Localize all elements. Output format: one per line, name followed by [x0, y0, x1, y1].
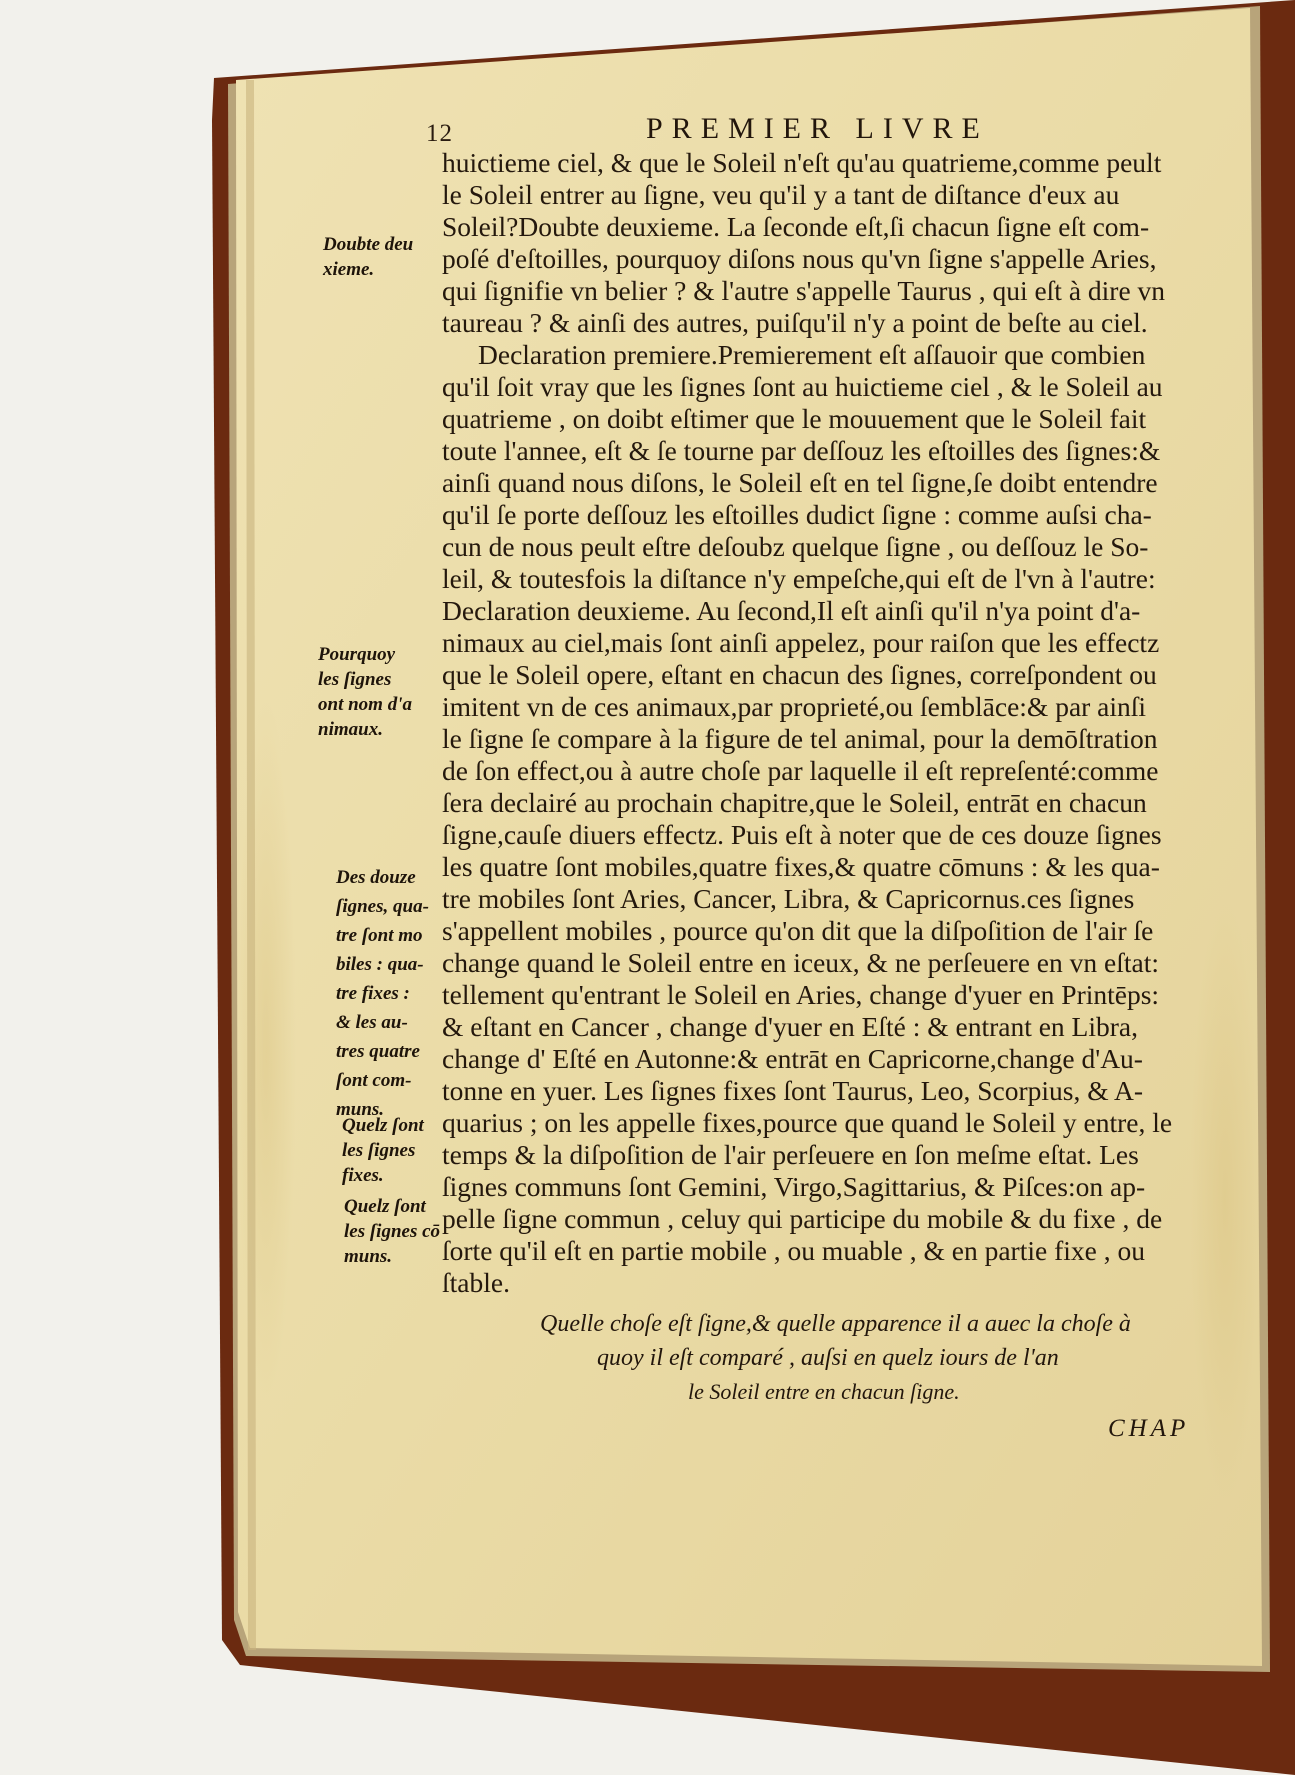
body-line: le ſigne ſe compare à la figure de tel animal, pour la demōſtration — [442, 723, 1158, 754]
running-title: PREMIER LIVRE — [646, 112, 989, 145]
body-line: taureau ? & ainſi des autres, puiſqu'il n'y a point de beſte au ciel. — [442, 307, 1148, 338]
body-text — [442, 147, 1202, 1299]
body-line: nimaux au ciel,mais ſont ainſi appelez, pour raiſon que les effectz — [442, 627, 1160, 658]
marginal-note-line: tre fixes : — [336, 983, 410, 1004]
body-line: tonne en yuer. Les ſignes fixes ſont Taurus, Leo, Scorpius, & A- — [442, 1075, 1143, 1106]
marginal-note-line: Quelz ſont — [344, 1196, 426, 1217]
body-line: ſigne,cauſe diuers effectz. Puis eſt à noter que de ces douze ſignes — [442, 819, 1162, 850]
body-line: s'appellent mobiles , pource qu'on dit que la diſpoſition de l'air ſe — [442, 915, 1154, 946]
body-line: cun de nous peult eſtre deſoubz quelque ſigne , ou deſſouz le So- — [442, 531, 1149, 562]
body-line: que le Soleil opere, eſtant en chacun des ſignes, correſpondent ou — [442, 659, 1157, 690]
marginal-note-line: nimaux. — [318, 719, 383, 740]
marginal-note-line: tre ſont mo — [336, 925, 423, 946]
body-line: poſé d'eſtoilles, pourquoy diſons nous qu'vn ſigne s'appelle Aries, — [442, 243, 1157, 274]
body-line: de ſon effect,ou à autre choſe par laquelle il eſt repreſenté:comme — [442, 755, 1159, 786]
body-line: toute l'annee, eſt & ſe tourne par deſſouz les eſtoilles des ſignes:& — [442, 435, 1161, 466]
marginal-note-line: Pourquoy — [318, 644, 396, 665]
marginal-note-line: Des douze — [336, 867, 416, 888]
body-line: qu'il ſe porte deſſouz les eſtoilles dudict ſigne : comme auſsi cha- — [442, 499, 1152, 530]
marginal-note-line: les ſignes — [342, 1140, 416, 1161]
marginal-note — [318, 642, 412, 742]
marginal-note-line: muns. — [336, 1099, 385, 1120]
chapter-heading-line-3: le Soleil entre en chacun ſigne. — [688, 1379, 960, 1404]
body-line: ſera declairé au prochain chapitre,que le Soleil, entrāt en chacun — [442, 787, 1147, 818]
marginal-note-line: fixes. — [342, 1165, 384, 1186]
body-line: change d' Eſté en Autonne:& entrāt en Capricorne,change d'Au- — [442, 1043, 1143, 1074]
body-line: imitent vn de ces animaux,par proprieté,ou ſemblāce:& par ainſi — [442, 691, 1147, 722]
marginal-note-line: ont nom d'a — [318, 694, 412, 715]
body-line: le Soleil entrer au ſigne, veu qu'il y a tant de diſtance d'eux au — [442, 179, 1120, 210]
marginal-note-line: les ſignes cō — [344, 1221, 441, 1242]
body-line: Soleil?Doubte deuxieme. La ſeconde eſt,ſi chacun ſigne eſt com- — [442, 211, 1150, 242]
marginal-note — [336, 863, 429, 1124]
body-line: Declaration deuxieme. Au ſecond,Il eſt ainſi qu'il n'ya point d'a- — [442, 595, 1141, 626]
page-number: 12 — [426, 120, 453, 147]
marginal-note — [323, 232, 413, 282]
marginal-note-line: biles : qua- — [336, 954, 424, 975]
body-line: Declaration premiere.Premierement eſt aſſauoir que combien — [478, 339, 1146, 370]
marginal-note — [342, 1113, 424, 1188]
marginal-note-line: & les au- — [336, 1012, 408, 1033]
body-line: leil, & toutesfois la diſtance n'y empeſche,qui eſt de l'vn à l'autre: — [442, 563, 1156, 594]
marginal-note-line: tres quatre — [336, 1041, 420, 1062]
body-line: les quatre ſont mobiles,quatre fixes,& quatre cōmuns : & les qua- — [442, 851, 1160, 882]
body-line: qu'il ſoit vray que les ſignes ſont au huictieme ciel , & le Soleil au — [442, 371, 1163, 402]
body-line: & eſtant en Cancer , change d'yuer en Eſté : & entrant en Libra, — [442, 1011, 1138, 1042]
body-line: quarius ; on les appelle fixes,pource que quand le Soleil y entre, le — [442, 1107, 1173, 1138]
chapter-heading-line-2: quoy il eſt comparé , auſsi en quelz iours de l'an — [597, 1345, 1059, 1371]
body-line: tellement qu'entrant le Soleil en Aries, change d'yuer en Printēps: — [442, 979, 1160, 1010]
running-header — [426, 112, 1266, 152]
chapter-heading-line-1: Quelle choſe eſt ſigne,& quelle apparence il a auec la choſe à — [540, 1311, 1131, 1337]
body-line: tre mobiles ſont Aries, Cancer, Libra, & Capricornus.ces ſignes — [442, 883, 1135, 914]
marginal-note-line: Doubte deu — [323, 234, 414, 255]
marginal-note — [344, 1194, 440, 1269]
marginal-note-line: Quelz ſont — [342, 1115, 424, 1136]
marginal-note-line: xieme. — [323, 259, 375, 280]
body-line: ſorte qu'il eſt en partie mobile , ou muable , & en partie fixe , ou — [442, 1235, 1145, 1266]
body-line: ainſi quand nous diſons, le Soleil eſt en tel ſigne,ſe doibt entendre — [442, 467, 1158, 498]
body-line: huictieme ciel, & que le Soleil n'eſt qu'au quatrieme,comme peult — [442, 147, 1162, 178]
marginal-note-line: muns. — [344, 1246, 393, 1267]
body-line: temps & la diſpoſition de l'air perſeuere en ſon meſme eſtat. Les — [442, 1139, 1139, 1170]
body-line: ſtable. — [442, 1267, 510, 1298]
catchword: CHAP — [1108, 1415, 1190, 1442]
marginal-note-line: ſont com- — [336, 1070, 412, 1091]
marginal-note-line: les ſignes — [318, 669, 392, 690]
body-line: ſignes communs ſont Gemini, Virgo,Sagittarius, & Piſces:on ap- — [442, 1171, 1146, 1202]
body-line: qui ſignifie vn belier ? & l'autre s'appelle Taurus , qui eſt à dire vn — [442, 275, 1166, 306]
body-line: change quand le Soleil entre en iceux, & ne perſeuere en vn eſtat: — [442, 947, 1159, 978]
marginal-note-line: ſignes, qua- — [336, 896, 429, 917]
body-line: quatrieme , on doibt eſtimer que le mouuement que le Soleil fait — [442, 403, 1147, 434]
body-line: pelle ſigne commun , celuy qui participe du mobile & du fixe , de — [442, 1203, 1163, 1234]
